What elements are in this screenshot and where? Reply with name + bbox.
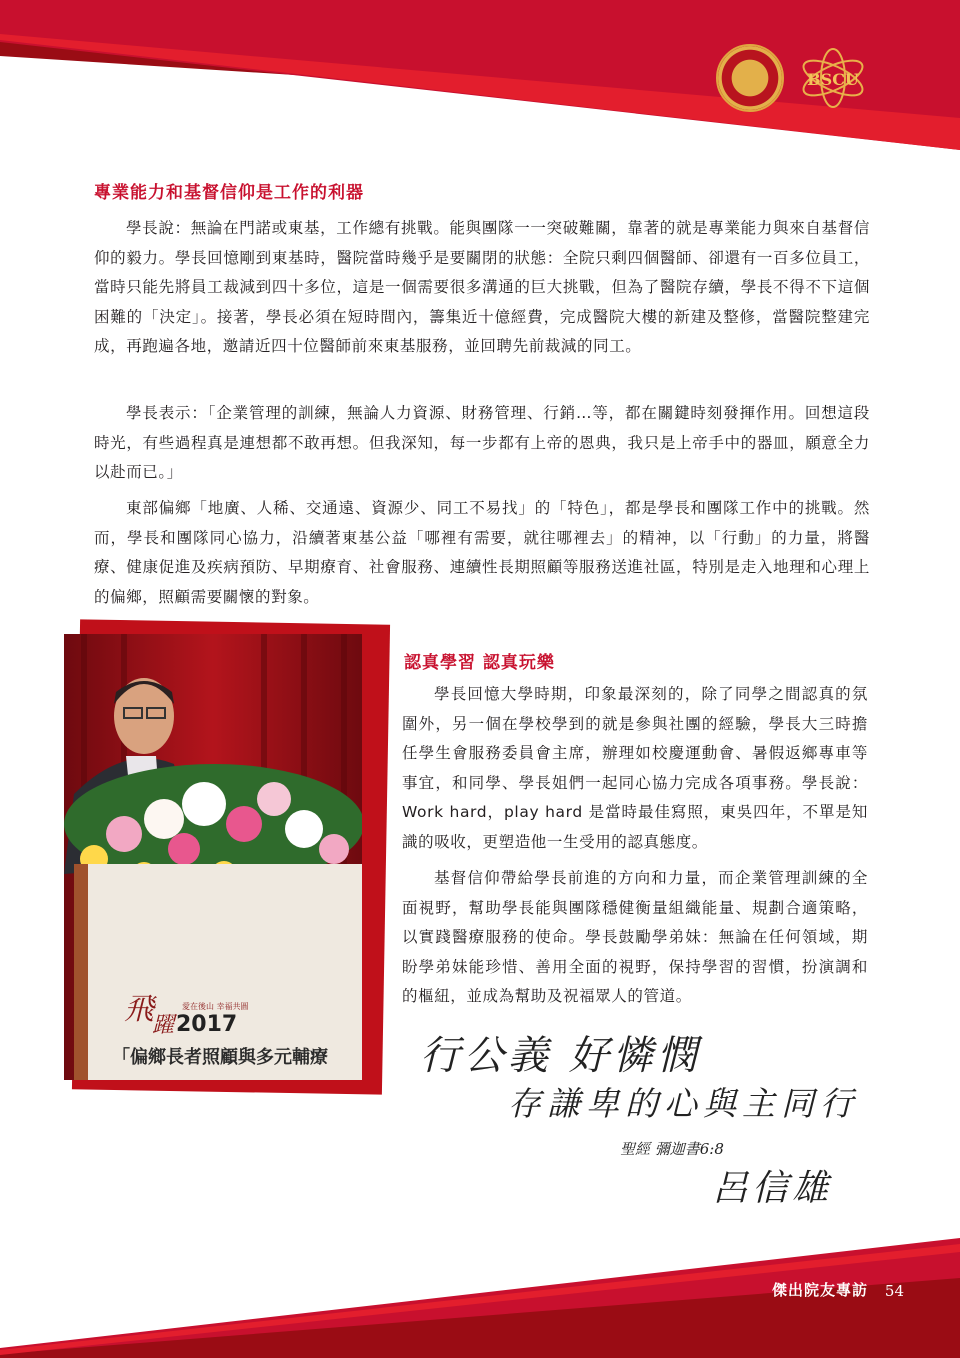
header-logos [716, 44, 868, 112]
paragraph: 學長說：無論在門諾或東基，工作總有挑戰。能與團隊一一突破難關，靠著的就是專業能力與來自基督信仰的毅力。學長回憶剛到東基時，醫院當時幾乎是要關閉的狀態：全院只剩四個醫師、卻還有一百多位員工，當時只能先將員工裁減到四十多位，這是一個需要很多溝通的巨大挑戰，但為了醫院存續，學長不得不下這個困難的「決定」。接著，學長必須在短時間內，籌集近十億經費，完成醫院大樓的新建及整修，當醫院整建完成，再跑遍各地，邀請近四十位醫師前來東基服務，並回聘先前裁減的同工。 [94, 219, 870, 355]
calligraphy-dedication: 聖經 彌迦書6:8 [620, 1140, 724, 1158]
paragraph: 基督信仰帶給學長前進的方向和力量，而企業管理訓練的全面視野，幫助學長能與團隊穩健衡量組織能量、規劃合適策略，以實踐醫療服務的使命。學長鼓勵學弟妹：無論在任何領域，期盼學弟妹能珍惜、善用全面的視野，保持學習的習慣，扮演調和的樞紐，並成為幫助及祝福眾人的管道。 [402, 869, 868, 1005]
svg-text:2017: 2017 [176, 1012, 238, 1037]
svg-text:愛在後山 幸福共圓: 愛在後山 幸福共圓 [182, 1002, 249, 1011]
svg-text:飛: 飛 [124, 992, 154, 1027]
page-number: 54 [884, 1282, 904, 1300]
svg-text:躍: 躍 [152, 1013, 175, 1038]
bscu-logo [798, 47, 868, 109]
paragraph: 學長回憶大學時期，印象最深刻的，除了同學之間認真的氛圍外，另一個在學校學到的就是參與社團的經驗，學長大三時擔任學生會服務委員會主席，辦理如校慶運動會、暑假返鄉專車等事宜，和同學、學長姐們一起同心協力完成各項事務。學長說：Work hard，play hard 是當時最佳寫照，東吳四年，不單是知識的吸收，更塑造他一生受用的認真態度。 [402, 685, 868, 851]
signature: 呂信雄 [712, 1168, 833, 1209]
section-title-professional-faith: 專業能力和基督信仰是工作的利器 [94, 183, 364, 203]
section-title-study-play: 認真學習 認真玩樂 [404, 653, 555, 673]
calligraphy-motto-line2: 存謙卑的心與主同行 [508, 1084, 859, 1123]
footer-section-label: 傑出院友專訪 [771, 1281, 868, 1299]
svg-text:「偏鄉長者照顧與多元輔療: 「偏鄉長者照顧與多元輔療 [112, 1047, 328, 1068]
svg-text:BSCU: BSCU [807, 70, 859, 89]
university-seal-logo [716, 44, 784, 112]
paragraph: 學長表示：「企業管理的訓練，無論人力資源、財務管理、行銷…等，都在關鍵時刻發揮作用。回想這段時光，有些過程真是連想都不敢再想。但我深知，每一步都有上帝的恩典，我只是上帝手中的器皿，願意全力以赴而已。」 [94, 404, 870, 481]
calligraphy-motto-line1: 行公義 好憐憫 [420, 1033, 701, 1079]
paragraph: 東部偏鄉「地廣、人稀、交通遠、資源少、同工不易找」的「特色」，都是學長和團隊工作中的挑戰。然而，學長和團隊同心協力，沿續著東基公益「哪裡有需要，就往哪裡去」的精神，以「行動」的力量，將醫療、健康促進及疾病預防、早期療育、社會服務、連續性長期照顧等服務送進社區，特別是走入地理和心理上的偏鄉，照顧需要關懷的對象。 [94, 499, 870, 606]
speaker-photo [64, 634, 362, 1080]
